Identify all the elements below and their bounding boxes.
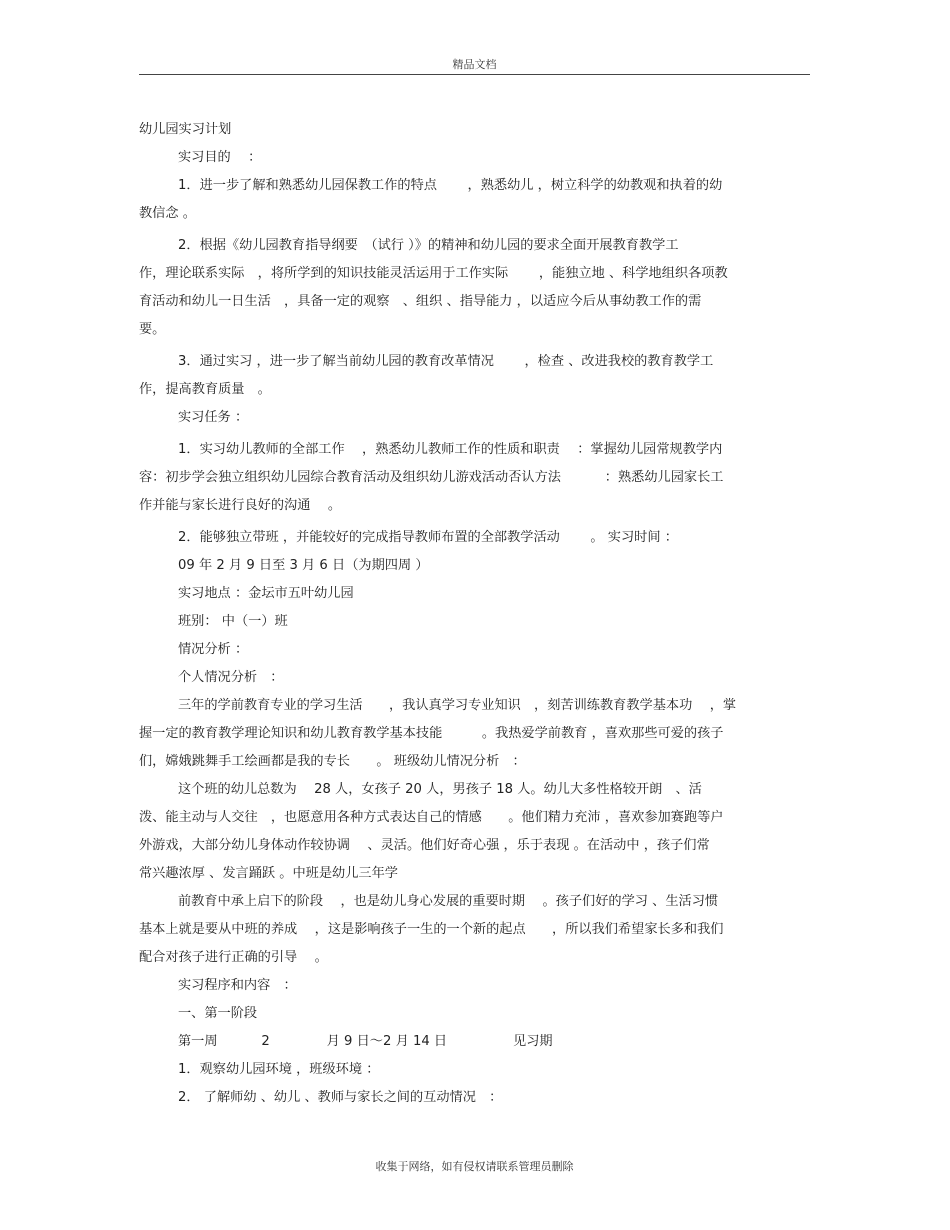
text-line: 1．进一步了解和熟悉幼儿园保教工作的特点 ，熟悉幼儿 ，树立科学的幼教观和执着的幼 — [178, 178, 723, 193]
analysis-heading: 情况分析 ： — [178, 642, 249, 657]
text-line: 育活动和幼儿一日生活 ，具备一定的观察 、组织 、指导能力 ，以适应今后从事幼教工作的需 — [139, 294, 702, 309]
class-analysis-paragraph — [139, 776, 810, 888]
text-line: 3．通过实习 ，进一步了解当前幼儿园的教育改革情况 ，检查 、改进我校的教育教学工 — [178, 354, 714, 369]
text-line: 要。 — [139, 322, 166, 337]
text-line: 握一定的教育教学理论知识和幼儿教育教学基本技能 。我热爱学前教育 ，喜欢那些可爱的孩子 — [139, 726, 724, 741]
document-title: 幼儿园实习计划 — [139, 122, 232, 137]
practice-place: 实习地点 ：金坛市五叶幼儿园 — [178, 586, 354, 601]
text-line: 泼、能主动与人交往 ，也愿意用各种方式表达自己的情感 。他们精力充沛 ，喜欢参加赛跑等户 — [139, 810, 724, 825]
practice-time: 09 年 2 月 9 日至 3 月 6 日（为期四周 ） — [178, 558, 429, 573]
week-1-row: 第一周 2 月 9 日～2 月 14 日 见习期 — [178, 1034, 553, 1049]
text-line: 作，提高教育质量 。 — [139, 382, 271, 397]
text-line: 这个班的幼儿总数为 28 人，女孩子 20 人，男孩子 18 人。幼儿大多性格较开朗 、活 — [178, 782, 702, 797]
procedure-item-1: 1．观察幼儿园环境 ，班级环境 ： — [178, 1062, 380, 1077]
text-line: 配合对孩子进行正确的引导 。 — [139, 950, 328, 965]
task-item-2: 2．能够独立带班 ，并能较好的完成指导教师布置的全部教学活动 。 实习时间 ： — [178, 530, 678, 545]
purpose-heading: 实习目的 ： — [178, 150, 262, 165]
procedure-item-2: 2． 了解师幼 、幼儿 、教师与家长之间的互动情况 ： — [178, 1090, 503, 1105]
text-line: 们，嫦娥跳舞手工绘画都是我的专长 。 班级幼儿情况分析 ： — [139, 754, 526, 769]
personal-analysis-paragraph — [139, 692, 810, 776]
header-rule — [139, 74, 810, 75]
task-item-1 — [139, 436, 810, 520]
text-line: 作，理论联系实际 ，将所学到的知识技能灵活运用于工作实际 ，能独立地 、科学地组织各项教 — [139, 266, 728, 281]
procedure-heading: 实习程序和内容 ： — [178, 978, 297, 993]
purpose-item-3 — [139, 348, 810, 404]
text-line: 教信念 。 — [139, 206, 196, 221]
class-info: 班别： 中（一）班 — [178, 614, 288, 629]
text-line: 前教育中承上启下的阶段 ，也是幼儿身心发展的重要时期 。孩子们好的学习 、生活习惯 — [178, 894, 719, 909]
personal-analysis-heading: 个人情况分析 ： — [178, 670, 284, 685]
text-line: 外游戏，大部分幼儿身体动作较协调 、灵活。他们好奇心强 ，乐于表现 。在活动中 ，孩子们常 — [139, 838, 710, 853]
text-line: 2．根据《幼儿园教育指导纲要 （试行 ）》的精神和幼儿园的要求全面开展教育教学工 — [178, 238, 679, 253]
tasks-heading: 实习任务 ： — [178, 410, 249, 425]
purpose-item-2 — [139, 232, 810, 344]
text-line: 三年的学前教育专业的学习生活 ，我认真学习专业知识 ，刻苦训练教育教学基本功 ，掌 — [178, 698, 737, 713]
class-analysis-paragraph-2 — [139, 888, 810, 972]
text-line: 作并能与家长进行良好的沟通 。 — [139, 498, 342, 513]
page-header: 精品文档 — [452, 58, 497, 71]
page-footer: 收集于网络，如有侵权请联系管理员删除 — [375, 1160, 574, 1173]
purpose-item-1 — [139, 172, 810, 228]
text-line: 基本上就是要从中班的养成 ，这是影响孩子一生的一个新的起点 ，所以我们希望家长多和我们 — [139, 922, 724, 937]
stage-1-heading: 一、第一阶段 — [178, 1006, 258, 1021]
document-body — [139, 116, 810, 1112]
text-line: 容：初步学会独立组织幼儿园综合教育活动及组织幼儿游戏活动否认方法 ：熟悉幼儿园家长工 — [139, 470, 724, 485]
text-line: 常兴趣浓厚 、发言踊跃 。中班是幼儿三年学 — [139, 866, 398, 881]
text-line: 1．实习幼儿教师的全部工作 ，熟悉幼儿教师工作的性质和职责 ：掌握幼儿园常规教学内 — [178, 442, 723, 457]
